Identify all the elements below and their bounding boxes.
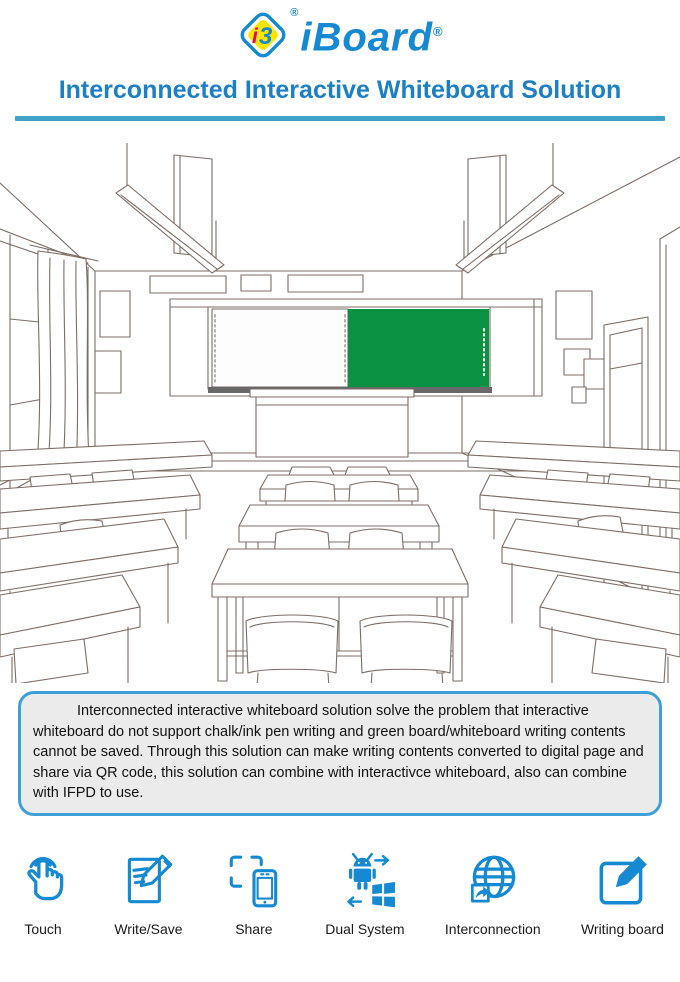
feature-label: Touch (24, 920, 62, 937)
logo-diamond-icon (236, 7, 299, 64)
registered-trademark: ® (433, 24, 444, 39)
feature-touch (12, 850, 74, 937)
logo-wordmark (300, 8, 443, 61)
wall-vents (150, 275, 363, 293)
chairs-front (246, 615, 452, 683)
feature-label: Write/Save (114, 920, 183, 937)
feature-share (223, 850, 285, 937)
student-desks-left (0, 441, 212, 683)
feature-write-save (114, 850, 182, 937)
page-title: Interconnected Interactive Whiteboard Solution (58, 76, 622, 104)
title-divider (15, 116, 665, 121)
feature-label: Dual System (325, 920, 405, 937)
registered-trademark: ® (290, 7, 299, 19)
ceiling-lights (116, 143, 564, 273)
logo (0, 0, 680, 64)
logo-wordmark-text: iBoard (300, 15, 434, 60)
teacher-podium (250, 389, 414, 457)
qr-share-phone-icon (223, 850, 285, 912)
feature-dual-system (325, 850, 404, 937)
features-row (0, 816, 680, 937)
whiteboard (212, 309, 348, 387)
wall-frames-left (95, 291, 130, 393)
student-desks-right (468, 441, 680, 683)
feature-label: Interconnection (444, 920, 541, 937)
touch-hand-icon (12, 850, 74, 912)
board-assembly (170, 299, 542, 396)
logo-letter-i: i (252, 25, 259, 48)
feature-writing-board (581, 850, 664, 937)
description-text: Interconnected interactive whiteboard solution solve the problem that interactive whiteboard do not support chalk/ink pen writing and green board/whiteboard writing contents cannot be saved. Through this solution can make writing contents converted to digital page and share via QR code, this solution can combine with interactivce whiteboard, also can combine with IFPD to use. (33, 703, 644, 801)
feature-interconnection (445, 850, 541, 937)
wall-frames-right (556, 291, 608, 403)
android-windows-icon (334, 850, 396, 912)
classroom-illustration (0, 143, 680, 683)
writing-board-icon (591, 850, 653, 912)
write-save-icon (117, 850, 179, 912)
feature-label: Writing board (580, 920, 664, 937)
feature-label: Share (235, 920, 273, 937)
globe-share-icon (462, 850, 524, 912)
description-box (18, 691, 662, 816)
greenboard (348, 309, 489, 387)
logo-digit-3: 3 (259, 23, 273, 50)
